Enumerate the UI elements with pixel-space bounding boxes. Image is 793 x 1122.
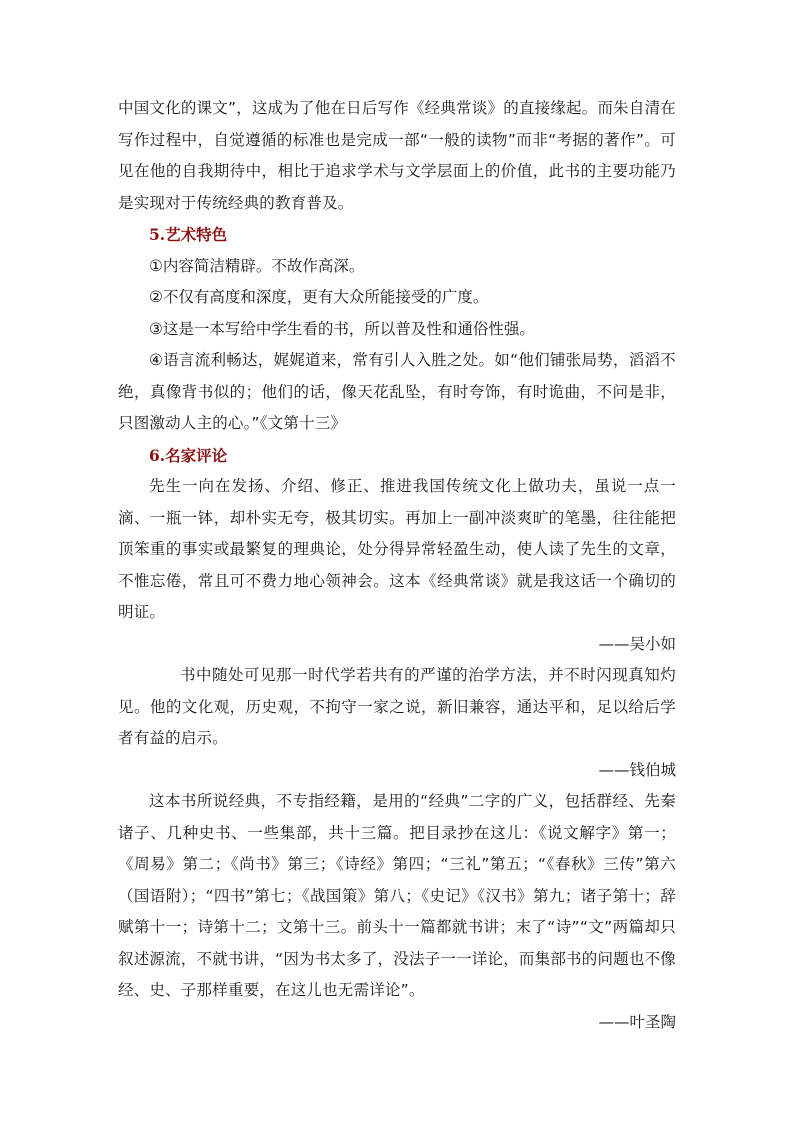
feature-item-3: ③这是一本写给中学生看的书，所以普及性和通俗性强。 (149, 319, 535, 338)
review-author-qian: ——钱伯城 (598, 760, 676, 779)
feature-item-1: ①内容简洁精辟。不故作高深。 (149, 256, 365, 275)
document-page (118, 93, 676, 1038)
review-author-wu: ——吴小如 (598, 634, 676, 653)
review-text-ye: 这本书所说经典，不专指经籍，是用的“经典”二字的广义，包括群经、先秦诸子、几种史书、一些集部，共十三篇。把目录抄在这儿：《说文解字》第一；《周易》第二；《尚书》第三；《诗经》第四；“三礼”第五；“《春秋》三传”第六（国语附）；“四书”第七；《战国策》第八；《史记》《汉书》第九；诸子第十；辞赋第十一；诗第十二；文第十三。前头十一篇都就书讲；末了“诗”“文”两篇却只叙述源流，不就书讲，“因为书太多了，没法子一一详论，而集部书的问题也不像经、史、子那样重要，在这儿也无需详论”。 (118, 792, 676, 999)
section-heading-art-features: 5.艺术特色 (149, 225, 228, 244)
intro-paragraph: 中国文化的课文”，这成为了他在日后写作《经典常谈》的直接缘起。而朱自清在写作过程中，自觉遵循的标准也是完成一部“一般的读物”而非“考据的著作”。可见在他的自我期待中，相比于追求学术与文学层面上的价值，此书的主要功能乃是实现对于传统经典的教育普及。 (118, 99, 676, 212)
review-text-qian: 书中随处可见那一时代学若共有的严谨的治学方法，并不时闪现真知灼见。他的文化观，历史观，不拘守一家之说，新旧兼容，通达平和，足以给后学者有益的启示。 (118, 666, 676, 747)
feature-item-4: ④语言流利畅达，娓娓道来，常有引人入胜之处。如“他们铺张局势，滔滔不绝，真像背书似的；他们的话，像天花乱坠，有时夸饰，有时诡曲，不问是非，只图激动人主的心。”《文第十三》 (118, 351, 676, 432)
review-author-ye: ——叶圣陶 (598, 1012, 676, 1031)
review-text-wu: 先生一向在发扬、介绍、修正、推进我国传统文化上做功夫，虽说一点一滴、一瓶一钵，却朴实无夸，极其切实。再加上一副冲淡爽旷的笔墨，往往能把顶笨重的事实或最繁复的理典论，处分得异常轻盈生动，使人读了先生的文章，不惟忘倦，常且可不费力地心领神会。这本《经典常谈》就是我这话一个确切的明证。 (118, 477, 676, 621)
section-heading-reviews: 6.名家评论 (149, 445, 228, 465)
feature-item-2: ②不仅有高度和深度，更有大众所能接受的广度。 (149, 288, 489, 306)
